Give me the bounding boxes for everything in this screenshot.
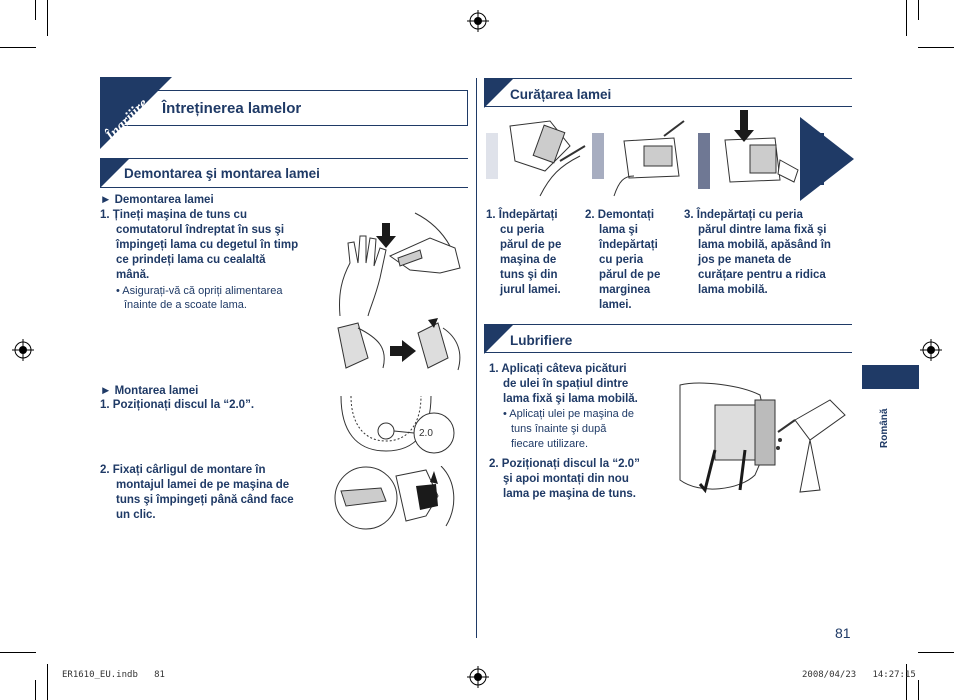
- clean-step-2: lamei.: [599, 299, 632, 311]
- step-1-line: mână.: [116, 269, 150, 281]
- clean-step-2: părul de pe: [599, 269, 661, 281]
- clean-step-3: lama mobilă.: [698, 284, 768, 296]
- clean-step-2: marginea: [599, 284, 651, 296]
- panel-bar: [592, 133, 604, 179]
- rule: [484, 324, 852, 325]
- assembly-step-2-line: tuns şi împingeți până când face: [116, 494, 294, 506]
- brush-clipper-illustration: [500, 116, 590, 200]
- lub-step-2: 2. Poziționați discul la “2.0”: [489, 458, 640, 470]
- crop-mark: [47, 664, 48, 700]
- clean-step-1: maşina de: [500, 254, 557, 266]
- footer-file: ER1610_EU.indb 81: [62, 670, 165, 680]
- crop-mark: [906, 0, 907, 36]
- section-title-lubrication: Lubrifiere: [510, 333, 573, 348]
- assembly-step-2-line: un clic.: [116, 509, 156, 521]
- blade-removal-illustration: [328, 318, 468, 373]
- clean-step-3: 3. Îndepărtați cu peria: [684, 209, 803, 221]
- hand-push-blade-illustration: [320, 208, 465, 318]
- clean-step-2: lama şi: [599, 224, 638, 236]
- dial-illustration: [336, 396, 458, 458]
- assembly-step-2-line: 2. Fixați cârligul de montare în: [100, 464, 266, 476]
- note-line: • Asigurați-vă că opriți alimentarea: [116, 285, 283, 297]
- registration-target-icon: [467, 666, 489, 688]
- assembly-heading: ► Montarea lamei: [100, 385, 199, 397]
- lub-note: fiecare utilizare.: [511, 438, 589, 450]
- crop-mark: [918, 0, 919, 20]
- assembly-step-2-line: montajul lamei de pe maşina de: [116, 479, 290, 491]
- clean-step-2: îndepărtați: [599, 239, 658, 251]
- assembly-step-1: 1. Poziționați discul la “2.0”.: [100, 399, 255, 411]
- crop-mark: [35, 680, 36, 700]
- hook-attach-illustration: [326, 466, 462, 530]
- section-title-cleaning: Curățarea lamei: [510, 87, 612, 102]
- crop-mark: [35, 0, 36, 20]
- column-divider: [476, 78, 477, 638]
- clean-step-2: 2. Demontați: [585, 209, 655, 221]
- panel-bar: [486, 133, 498, 179]
- clean-step-1: 1. Îndepărtați: [486, 209, 558, 221]
- crop-mark: [918, 47, 954, 48]
- crop-mark: [918, 652, 954, 653]
- clean-step-1: tuns şi din: [500, 269, 558, 281]
- clean-step-1: cu peria: [500, 224, 545, 236]
- clean-step-1: jurul lamei.: [500, 284, 561, 296]
- lub-note: • Aplicați ulei pe maşina de: [503, 408, 635, 420]
- page-number: 81: [835, 625, 851, 641]
- crop-mark: [0, 47, 36, 48]
- clean-step-3: părul dintre lama fixă şi: [698, 224, 827, 236]
- language-label: Română: [879, 408, 890, 448]
- rule: [100, 187, 468, 188]
- registration-target-icon: [467, 10, 489, 32]
- clean-step-1: părul de pe: [500, 239, 562, 251]
- step-1-line: comutatorul îndreptat în sus şi: [116, 224, 285, 236]
- footer-date: 2008/04/23 14:27:15: [802, 670, 916, 680]
- registration-target-icon: [920, 339, 942, 361]
- oil-application-illustration: [660, 380, 850, 505]
- crop-mark: [918, 680, 919, 700]
- clean-step-3: lama mobilă, apăsând în: [698, 239, 831, 251]
- rule: [484, 78, 852, 79]
- disassembly-heading: ► Demontarea lamei: [100, 194, 214, 206]
- lub-step-1: de ulei în spațiul dintre: [503, 378, 629, 390]
- section-title-disassembly: Demontarea şi montarea lamei: [124, 166, 320, 181]
- rule: [484, 352, 852, 353]
- panel-bar: [698, 133, 710, 189]
- lub-note: tuns înainte şi după: [511, 423, 607, 435]
- lub-step-2: lama pe maşina de tuns.: [503, 488, 636, 500]
- cleaning-lever-illustration: [710, 110, 802, 200]
- crop-mark: [47, 0, 48, 36]
- lub-step-1: lama fixă şi lama mobilă.: [503, 393, 638, 405]
- step-1-line: împingeți lama cu degetul în timp: [116, 239, 299, 251]
- note-line: înainte de a scoate lama.: [124, 299, 247, 311]
- registration-target-icon: [12, 339, 34, 361]
- clean-step-3: jos pe maneta de: [698, 254, 792, 266]
- lub-step-2: şi apoi montați din nou: [503, 473, 629, 485]
- clean-step-3: curățare pentru a ridica: [698, 269, 826, 281]
- dial-label: 2.0: [419, 428, 433, 439]
- tab-label: Îngrijire: [103, 95, 152, 145]
- rule: [484, 106, 852, 107]
- clean-step-2: cu peria: [599, 254, 644, 266]
- arrow-icon: [800, 117, 854, 201]
- rule: [100, 158, 468, 159]
- lub-step-1: 1. Aplicați câteva picături: [489, 363, 627, 375]
- step-1-line: 1. Țineți maşina de tuns cu: [100, 209, 247, 221]
- crop-mark: [0, 652, 36, 653]
- brush-blade-illustration: [604, 116, 696, 200]
- language-tab-marker: [862, 365, 919, 389]
- page-title: Întreținerea lamelor: [162, 100, 302, 117]
- step-1-line: ce prindeți lama cu cealaltă: [116, 254, 266, 266]
